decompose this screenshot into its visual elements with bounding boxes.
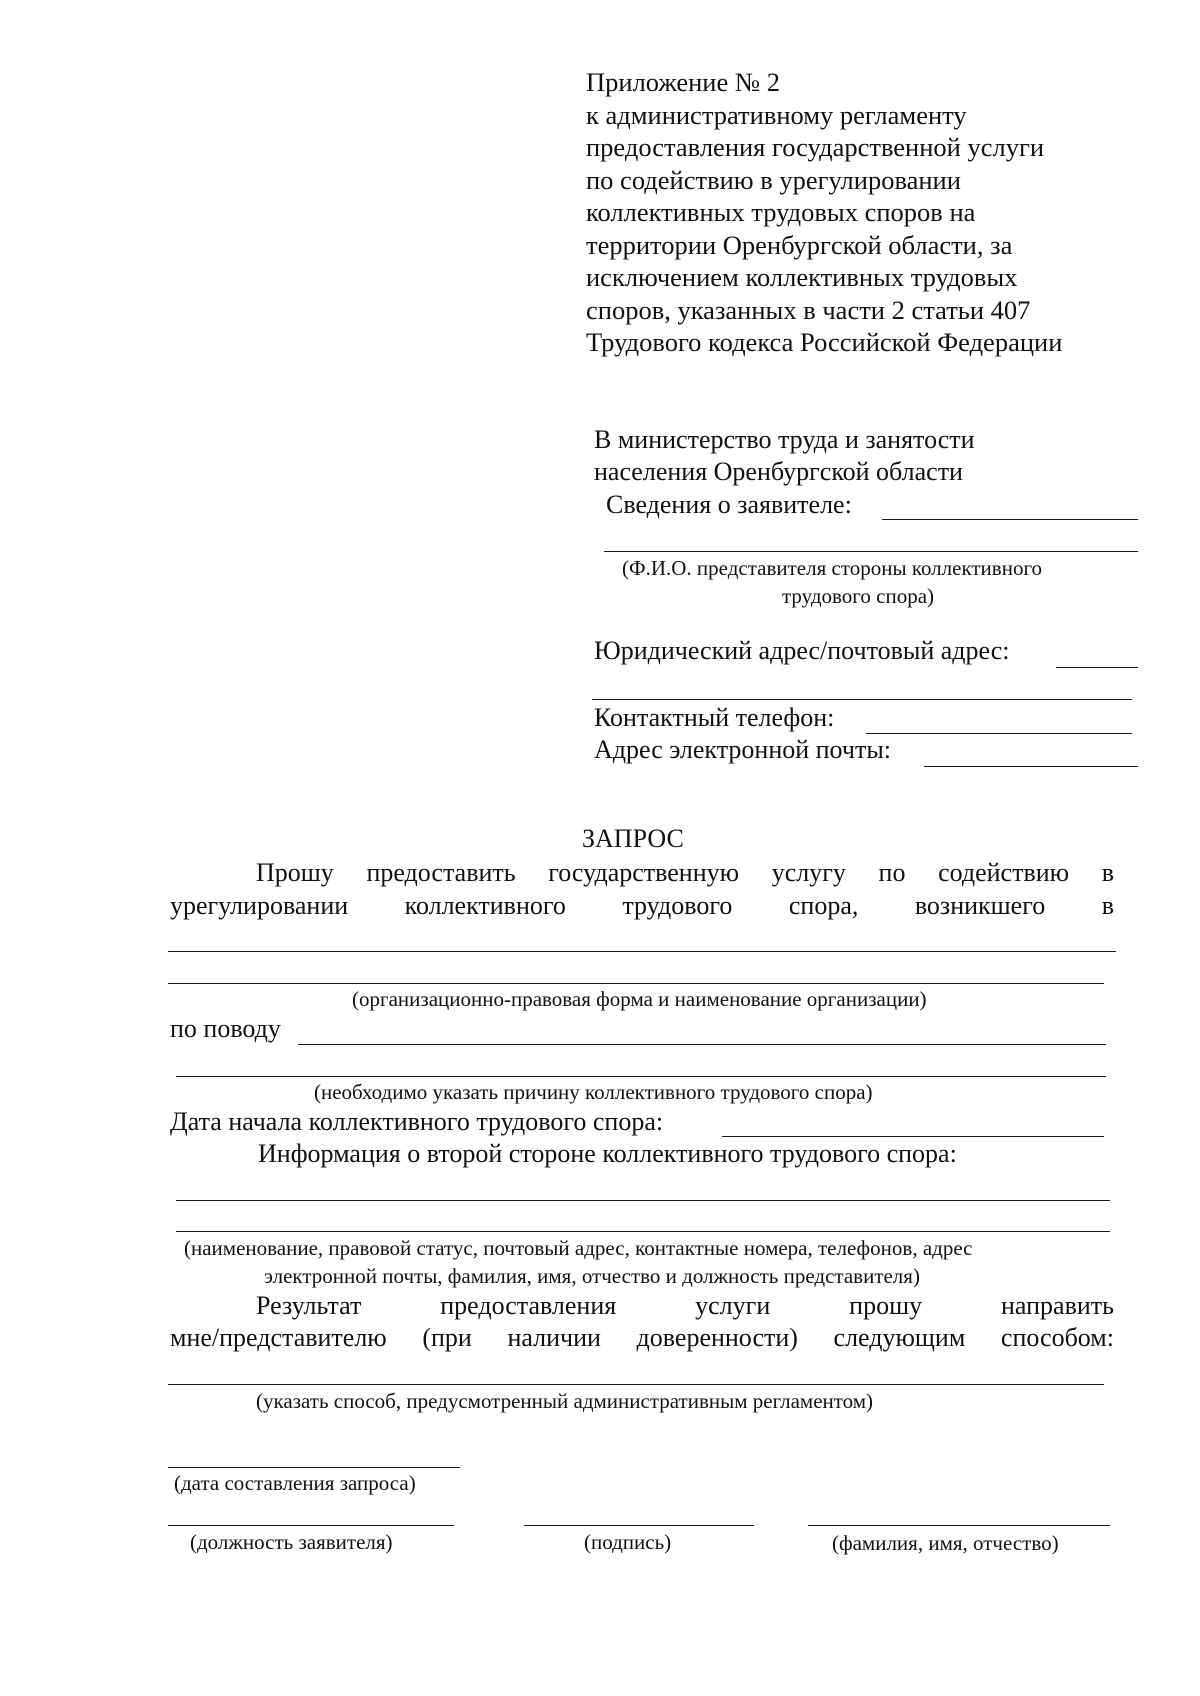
date-field-line[interactable] [168,1467,460,1468]
email-label: Адрес электронной почты: [594,735,892,764]
method-caption: (указать способ, предусмотренный административным регламентом) [256,1389,874,1413]
word: следующим [833,1323,966,1352]
applicant-caption: (Ф.И.О. представителя стороны коллективного [622,556,1043,580]
annex-line: к административному регламенту [586,99,967,130]
annex-line: споров, указанных в части 2 статьи 407 [586,294,1031,325]
date-caption: (дата составления запроса) [174,1471,416,1495]
word: спора, [788,891,859,920]
request-paragraph-line-2 [170,890,1114,922]
result-line-2 [170,1322,1114,1354]
word: мне/представителю [170,1323,387,1352]
addressee-line-2: населения Оренбургской области [594,457,963,486]
start-date-field-line[interactable] [722,1136,1104,1137]
applicant-label: Сведения о заявителе: [606,490,852,519]
word: возникшего [914,891,1046,920]
signature-caption: (подпись) [584,1530,672,1554]
address-label: Юридический адрес/почтовый адрес: [594,636,1010,665]
organization-field-line-2[interactable] [168,983,1104,984]
word: услуги [695,1291,771,1320]
email-field-line[interactable] [924,766,1138,767]
word: трудового [622,891,733,920]
phone-label: Контактный телефон: [594,703,835,732]
organization-caption: (организационно-правовая форма и наименование организации) [352,987,927,1011]
second-party-field-line-2[interactable] [176,1231,1110,1232]
second-party-field-line-1[interactable] [176,1200,1110,1201]
reason-label: по поводу [170,1014,281,1043]
annex-line: по содействию в урегулировании [586,164,961,195]
word: наличии [507,1323,601,1352]
word: прошу [849,1291,923,1320]
applicant-field-line-2[interactable] [604,551,1138,552]
request-paragraph-line-1: Прошу предоставить государственную услугу по содействию в [256,858,1114,887]
position-field-line[interactable] [168,1525,454,1526]
position-caption: (должность заявителя) [190,1530,393,1554]
word: направить [1001,1291,1114,1320]
result-line-1 [256,1290,1114,1322]
name-caption: (фамилия, имя, отчество) [832,1531,1059,1555]
request-title: ЗАПРОС [582,824,684,853]
word: (при [422,1323,472,1352]
phone-field-line[interactable] [866,733,1132,734]
annex-line: Приложение № 2 [586,67,781,97]
word: урегулировании [170,891,349,920]
method-field-line[interactable] [168,1384,1104,1385]
word: в [1101,891,1114,920]
applicant-field-line-1[interactable] [882,519,1138,520]
reason-caption: (необходимо указать причину коллективного трудового спора) [314,1080,873,1104]
annex-header [586,66,1146,359]
address-field-line-2[interactable] [592,699,1132,700]
annex-line: исключением коллективных трудовых [586,262,1018,292]
addressee-line-1: В министерство труда и занятости [594,425,975,454]
word: предоставления [440,1291,617,1320]
annex-line: территории Оренбургской области, за [586,229,1013,260]
word: коллективного [404,891,566,920]
annex-line: коллективных трудовых споров на [586,197,976,227]
word: доверенности) [636,1323,798,1352]
second-party-caption-2: электронной почты, фамилия, имя, отчество и должность представителя) [264,1264,920,1288]
annex-line: Трудового кодекса Российской Федерации [586,327,1063,357]
word: Результат [256,1291,362,1320]
second-party-label: Информация о второй стороне коллективного трудового спора: [258,1139,957,1168]
reason-field-line-1[interactable] [298,1044,1106,1045]
second-party-caption: (наименование, правовой статус, почтовый адрес, контактные номера, телефонов, адрес [184,1236,973,1260]
start-date-label: Дата начала коллективного трудового спора: [170,1107,664,1136]
word: способом: [1000,1323,1114,1352]
address-field-line-1[interactable] [1056,667,1138,668]
signature-field-line[interactable] [524,1525,754,1526]
applicant-caption-2: трудового спора) [782,584,935,608]
reason-field-line-2[interactable] [176,1076,1106,1077]
annex-line: предоставления государственной услуги [586,132,1045,162]
name-field-line[interactable] [808,1525,1110,1526]
organization-field-line-1[interactable] [168,951,1116,952]
